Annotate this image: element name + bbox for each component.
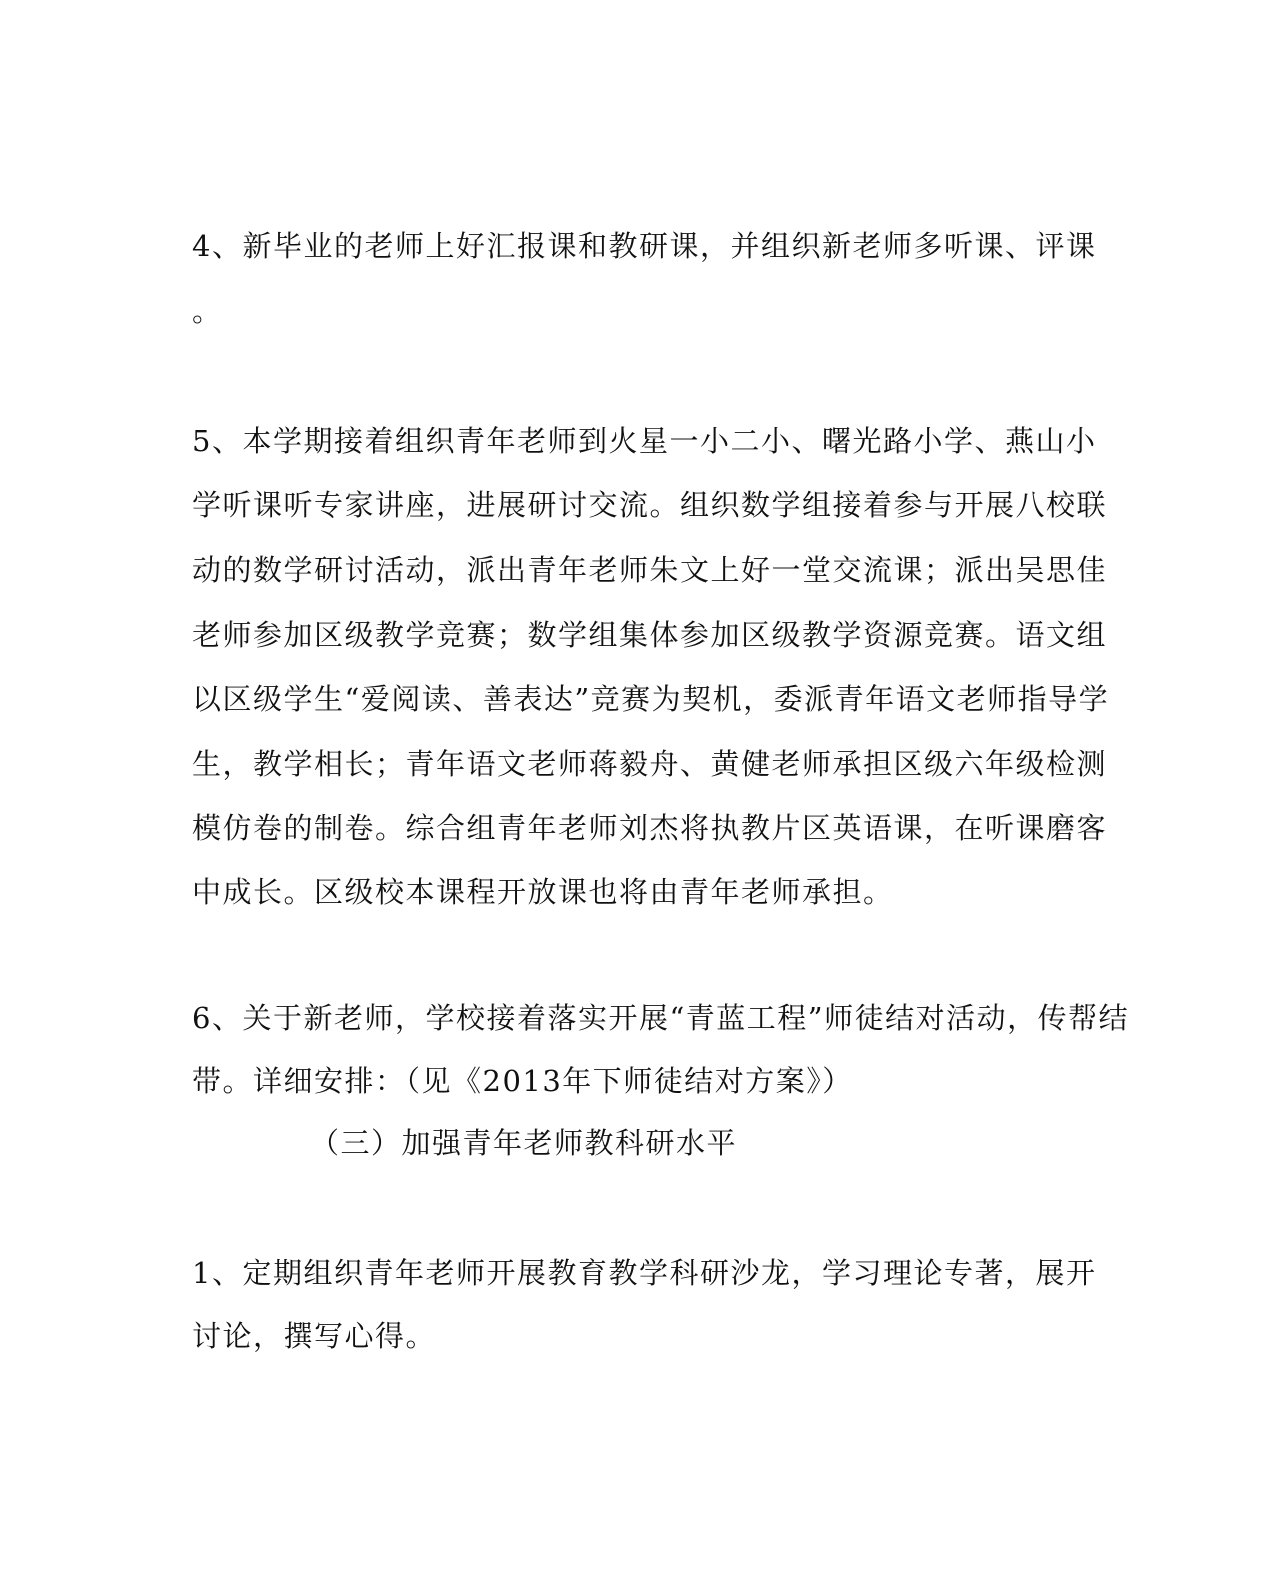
item5-line-6: 生，教学相长；青年语文老师蒋毅舟、黄健老师承担区级六年级检测: [192, 747, 1108, 781]
item5-line-3: 动的数学研讨活动，派出青年老师朱文上好一堂交流课；派出吴思佳: [192, 553, 1108, 587]
item1-line-2: 讨论，撰写心得。: [192, 1319, 437, 1353]
item5-line-4: 老师参加区级教学竞赛；数学组集体参加区级教学资源竞赛。语文组: [192, 618, 1108, 652]
item5-line-1: 5、本学期接着组织青年老师到火星一小二小、曙光路小学、燕山小: [192, 424, 1097, 458]
item6-line-1: 6、关于新老师，学校接着落实开展“青蓝工程”师徒结对活动，传帮结: [192, 1001, 1130, 1035]
item4-line-2: 。: [192, 294, 223, 328]
item5-line-8: 中成长。区级校本课程开放课也将由青年老师承担。: [192, 875, 894, 909]
item6-line-2: 带。详细安排：（见《2013年下师徒结对方案》）: [192, 1064, 853, 1098]
item5-line-7: 模仿卷的制卷。综合组青年老师刘杰将执教片区英语课，在听课磨客: [192, 811, 1108, 845]
section3-heading: （三）加强青年老师教科研水平: [310, 1126, 738, 1160]
item5-line-5: 以区级学生“爱阅读、善表达”竞赛为契机，委派青年语文老师指导学: [192, 682, 1110, 716]
item1-line-1: 1、定期组织青年老师开展教育教学科研沙龙，学习理论专著，展开: [192, 1256, 1097, 1290]
item5-line-2: 学听课听专家讲座，进展研讨交流。组织数学组接着参与开展八校联: [192, 488, 1108, 522]
item4-line-1: 4、新毕业的老师上好汇报课和教研课，并组织新老师多听课、评课: [192, 229, 1097, 263]
